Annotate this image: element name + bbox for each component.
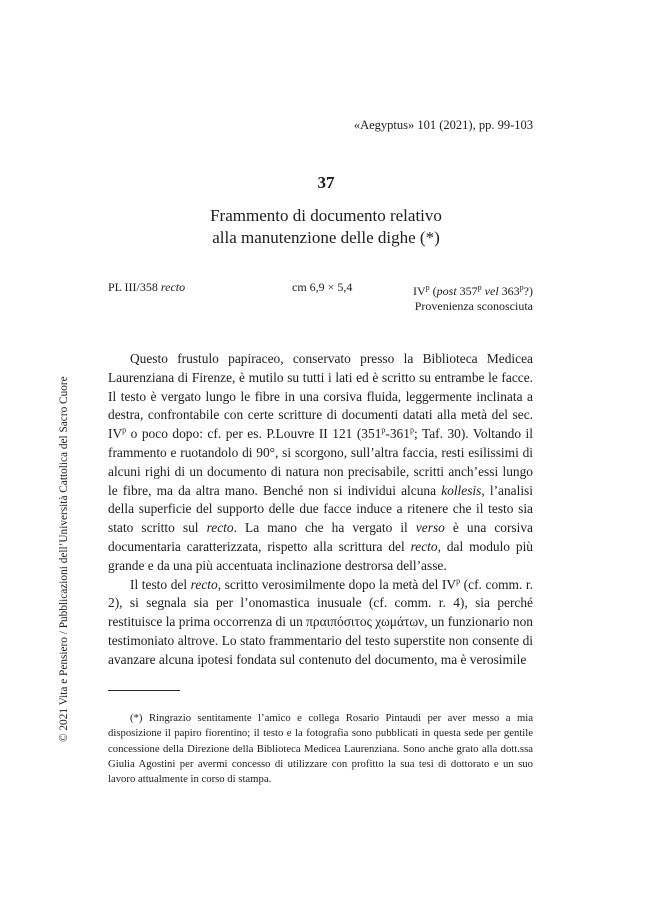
dimensions: cm 6,9 × 5,4 (292, 280, 353, 294)
text-run: ; Taf. 30). Voltando il frammento e ruotandolo di 90°, si scorgono, sull’altra faccia, resti esilissimi di alcuni righi di un documento di natura non precisabile, scritti anch’essi lungo le fibre, ma da altra mano. Benché non si individui alcuna (108, 426, 533, 498)
date-paren: ( (429, 284, 437, 298)
text-italic: recto (190, 576, 218, 592)
text-run: (cf. comm. r. 2), si segnala sia per l’onomastica inusuale (cf. comm. r. 4), sia perché restituisce la prima occorrenza di un πραιπόσιτος χωμάτων, un funzionario non testimoniato altrove. Lo stato frammentario del testo superstite non consente di avanzare alcuna ipotesi fondata sul contenuto del documento, ma è verosimile (108, 576, 533, 667)
text-sup: p (456, 576, 461, 586)
text-sup: p (409, 425, 414, 435)
date-year-2: 363 (498, 284, 520, 298)
inventory-number (108, 280, 185, 295)
date-sup: p (519, 283, 524, 292)
date-sup: p (477, 283, 482, 292)
text-run: . La mano che ha vergato il (233, 520, 416, 536)
text-italic: verso (415, 520, 445, 536)
paragraph-2 (108, 576, 533, 670)
date-century: IV (412, 284, 426, 298)
text-run: , dal modulo più grande e da una più accentuata inclinazione destrorsa dell’asse. (108, 538, 533, 573)
inventory-id: PL III/358 (108, 280, 158, 294)
date-sup: p (425, 283, 430, 292)
body-text (108, 350, 533, 670)
side-copyright: © 2021 Vita e Pensiero / Pubblicazioni dell’Università Cattolica del Sacro Cuore (58, 376, 70, 742)
date-and-provenance (413, 280, 533, 314)
footnote (108, 711, 533, 787)
text-run: Questo frustulo papiraceo, conservato presso la Biblioteca Medicea Laurenziana di Firenze, è mutilo su tutti i lati ed è scritto su entrambe le facce. Il testo è vergato lungo le fibre in una corsiva fluida, leggermente inclinata a destra, confrontabile con certe scritture di documenti datati alla metà del sec. IV (108, 351, 533, 442)
journal-reference: «Aegyptus» 101 (2021), pp. 99-103 (353, 118, 533, 132)
paragraph-1 (108, 350, 533, 576)
article-title-line-1: Frammento di documento relativo (210, 206, 442, 225)
footnote-text: (*) Ringrazio sentitamente l’amico e collega Rosario Pintaudi per aver messo a mia disposizione il papiro fiorentino; il testo e la fotografia sono pubblicati in questa sede per gentile concessione della Direzione della Biblioteca Medicea Laurenziana. Sono anche grato alla dott.ssa Giulia Agostini per avermi concesso di utilizzare con profitto la sua tesi di dottorato e un suo lavoro attualmente in corso di stampa. (108, 712, 533, 786)
date-year-1: 357 (456, 284, 478, 298)
text-sup: p (122, 425, 127, 435)
article-number: 37 (317, 173, 335, 192)
provenance: Provenienza sconosciuta (414, 299, 533, 313)
date-vel: vel (481, 284, 499, 298)
article-title (1, 205, 650, 249)
inventory-side: recto (160, 280, 186, 294)
text-run: o poco dopo: cf. per es. P.Louvre II 121 (351 (126, 426, 382, 442)
text-run: è una corsiva documentaria caratterizzata, rispetto alla scrittura del (108, 520, 533, 554)
date (413, 280, 533, 299)
text-run: , l’analisi della superficie del supporto delle due facce induce a ritenere che il testo sia stato scritto sul (108, 482, 533, 536)
text-italic: recto (410, 538, 438, 554)
text-sup: p (381, 425, 386, 435)
date-post: post (436, 284, 457, 298)
date-end: ?) (523, 284, 533, 298)
text-run: Il testo del (130, 576, 191, 592)
text-run: -361 (385, 426, 410, 442)
text-run: , scritto verosimilmente dopo la metà del IV (217, 576, 457, 592)
footnote-divider (108, 690, 180, 691)
text-italic: kollesis (441, 482, 482, 498)
article-title-line-2: alla manutenzione delle dighe (*) (212, 228, 440, 247)
text-italic: recto (206, 520, 234, 536)
